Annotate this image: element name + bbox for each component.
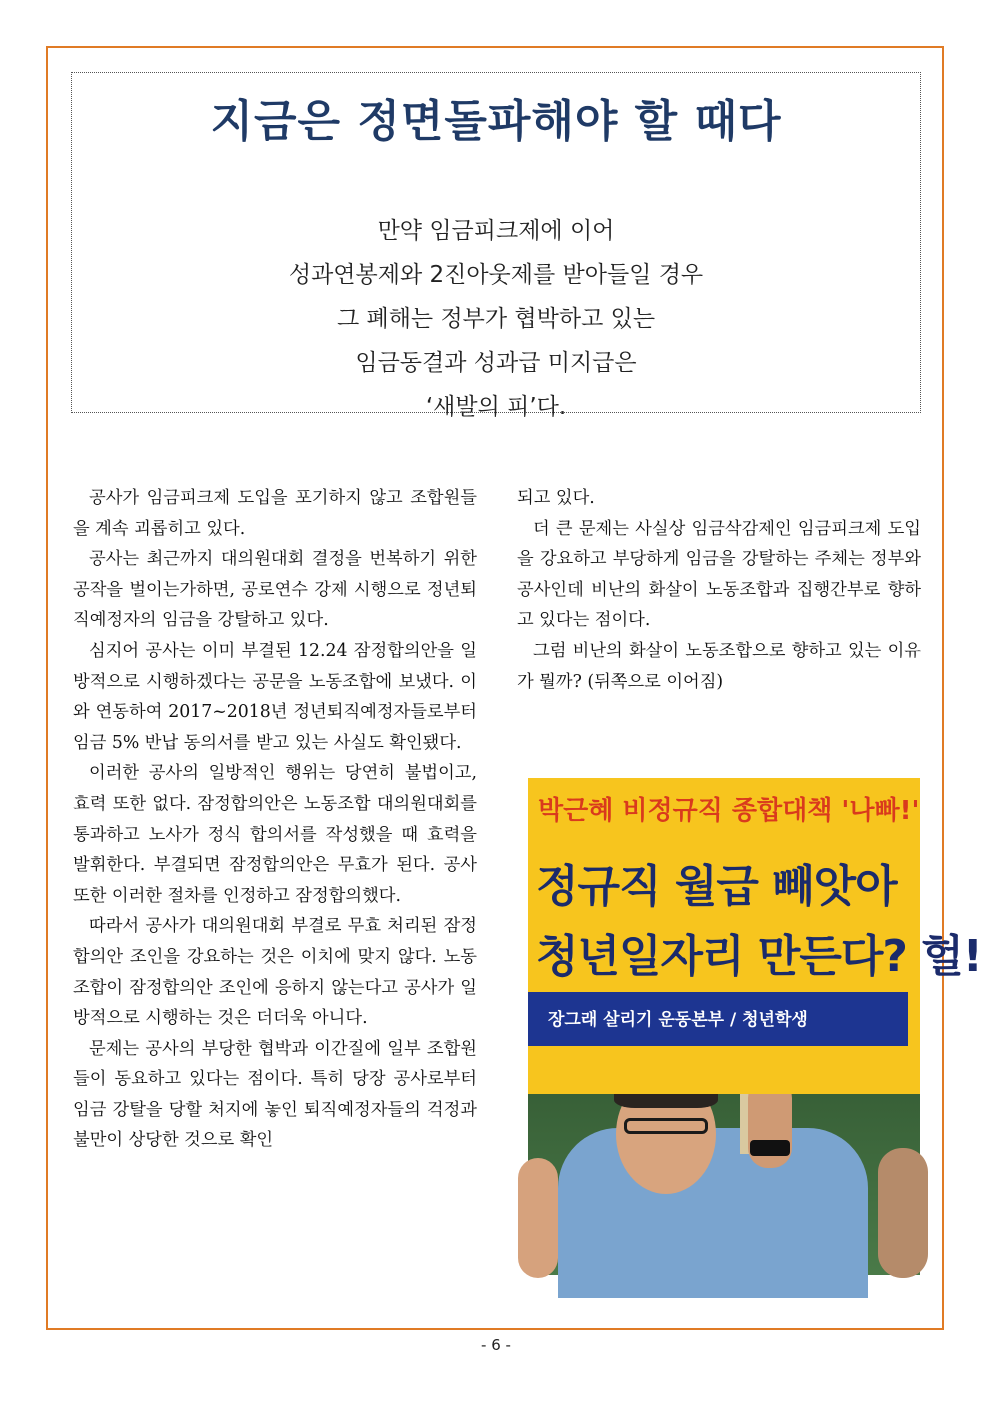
sign-top-text: 박근혜 비정규직 종합대책 '나빠!': [538, 796, 920, 826]
paragraph: 심지어 공사는 이미 부결된 12.24 잠정합의안을 일방적으로 시행하겠다는 공문을 노동조합에 보냈다. 이와 연동하여 2017~2018년 정년퇴직예정자들로부터 임금 5% 반납 동의서를 받고 있는 사실도 확인됐다.: [73, 640, 477, 753]
sign-band: [528, 992, 908, 1046]
lead-line: 임금동결과 성과급 미지급은: [355, 350, 637, 376]
lead-line: 만약 임금피크제에 이어: [377, 218, 615, 244]
sign-headline-1: 정규직 월급 빼앗아: [536, 861, 897, 912]
article-left-column: [73, 483, 477, 1156]
paragraph: 공사가 임금피크제 도입을 포기하지 않고 조합원들을 계속 괴롭히고 있다.: [73, 488, 477, 539]
lead-line: 그 폐해는 정부가 협박하고 있는: [336, 306, 656, 332]
paragraph: 이러한 공사의 일방적인 행위는 당연히 불법이고, 효력 또한 없다. 잠정합의안은 노동조합 대의원대회를 통과하고 노사가 정식 합의서를 작성했을 때 효력을 발휘한다. 부결되면 잠정합의안은 무효가 된다. 공사 또한 이러한 절차를 인정하고 잠정합의했다.: [73, 763, 477, 906]
page-title: 지금은 정면돌파해야 할 때다: [210, 96, 782, 147]
protest-sign: [528, 778, 982, 1094]
page-number: - 6 -: [481, 1336, 511, 1354]
article-right-column: [517, 483, 921, 697]
paragraph: 더 큰 문제는 사실상 임금삭감제인 임금피크제 도입을 강요하고 부당하게 임금을 강탈하는 주체는 정부와 공사인데 비난의 화살이 노동조합과 집행간부로 향하고 있다는 점이다.: [517, 518, 921, 631]
sign-headline-2: 청년일자리 만든다? 헐!: [536, 931, 982, 982]
protest-photo: [528, 778, 982, 1275]
bystander-figure: [878, 1148, 928, 1278]
lead-line: 성과연봉제와 2진아웃제를 받아들일 경우: [288, 262, 704, 288]
paragraph-continuation: 되고 있다.: [517, 488, 595, 508]
bystander-figure: [518, 1158, 558, 1278]
paragraph: 따라서 공사가 대의원대회 부결로 무효 처리된 잠정합의안 조인을 강요하는 것은 이치에 맞지 않다. 노동조합이 잠정합의안 조인에 응하지 않는다고 공사가 일방적으로 시행하는 것은 더더욱 아니다.: [73, 916, 477, 1029]
lead-text: [72, 209, 920, 429]
glasses-icon: [624, 1118, 708, 1134]
paragraph: 공사는 최근까지 대의원대회 결정을 번복하기 위한 공작을 벌이는가하면, 공로연수 강제 시행으로 정년퇴직예정자의 임금을 강탈하고 있다.: [73, 549, 477, 631]
watch-icon: [750, 1140, 790, 1156]
paragraph: 그럼 비난의 화살이 노동조합으로 향하고 있는 이유가 뭘까? (뒤쪽으로 이어짐): [517, 640, 921, 692]
paragraph: 문제는 공사의 부당한 협박과 이간질에 일부 조합원들이 동요하고 있다는 점이다. 특히 당장 공사로부터 임금 강탈을 당할 처지에 놓인 퇴직예정자들의 걱정과 불만이 상당한 것으로 확인: [73, 1038, 477, 1151]
lead-line: ‘새발의 피’다.: [425, 394, 567, 420]
sign-band-text: 장그래 살리기 운동본부 / 청년학생: [548, 1010, 808, 1030]
headline-box: [71, 72, 921, 420]
